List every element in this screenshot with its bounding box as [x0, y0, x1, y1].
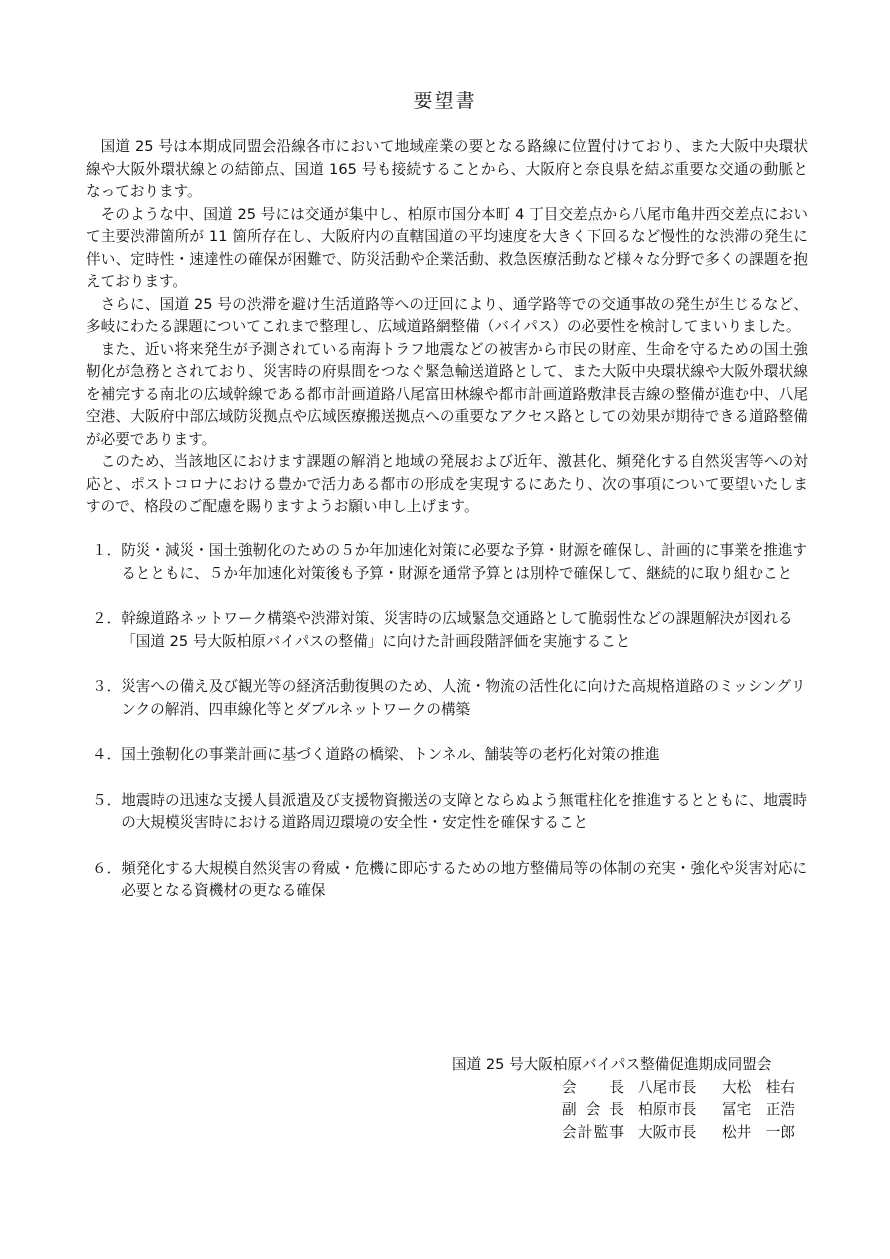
request-item — [92, 744, 810, 767]
request-number: ３． — [92, 678, 122, 695]
request-text: 防災・減災・国土強靭化のための５か年加速化対策に必要な予算・財源を確保し、計画的に事業を推進するとともに、５か年加速化対策後も予算・財源を通常予算とは別枠で確保して、継続的に取り組むこと — [121, 542, 808, 582]
request-text: 災害への備え及び観光等の経済活動復興のため、人流・物流の活性化に向けた高規格道路のミッシングリンクの解消、四車線化等とダブルネットワークの構築 — [121, 678, 806, 718]
intro-paragraph: また、近い将来発生が予測されている南海トラフ地震などの被害から市民の財産、生命を守るための国土強靭化が急務とされており、災害時の府県間をつなぐ緊急輸送道路として、また大阪中央環状線や大阪外環状線を補完する南北の広域幹線である都市計画道路八尾富田林線や都市計画道路敷津長吉線の整備が進む中、八尾空港、大阪府中部広域防災拠点や広域医療搬送拠点への重要なアクセス路としての効果が期待できる道路整備が必要であります。 — [86, 340, 808, 448]
signer-name: 大松 桂右 — [722, 1078, 795, 1096]
signer-office: 八尾市長 — [638, 1078, 697, 1096]
signer-role: 会長 — [562, 1078, 624, 1096]
request-item — [92, 790, 810, 835]
document-title: 要望書 — [413, 90, 477, 112]
request-list — [92, 540, 810, 926]
signer-office: 柏原市長 — [638, 1101, 697, 1118]
request-text: 幹線道路ネットワーク構築や渋滞対策、災害時の広域緊急交通路として脆弱性などの課題解決が図れる「国道 25 号大阪柏原バイパスの整備」に向けた計画段階評価を実施すること — [121, 610, 793, 650]
signer-name: 松井 一郎 — [722, 1123, 795, 1141]
signer-name: 冨宅 正浩 — [722, 1101, 795, 1118]
request-item — [92, 540, 810, 585]
request-number: ２． — [92, 610, 122, 627]
signature-block — [450, 1054, 810, 1144]
intro-paragraph: このため、当該地区におけます課題の解消と地域の発展および近年、激甚化、頻発化する自然災害等への対応と、ポストコロナにおける豊かで活力ある都市の形成を実現するにあたり、次の事項について要望いたしますので、格段のご配慮を賜りますようお願い申し上げます。 — [86, 453, 808, 515]
signer-office: 大阪市長 — [638, 1123, 697, 1141]
request-number: ４． — [92, 746, 122, 763]
intro-section — [86, 136, 808, 519]
signer-row — [450, 1077, 810, 1100]
intro-paragraph: 国道 25 号は本期成同盟会沿線各市において地域産業の要となる路線に位置付けており、また大阪中央環状線や大阪外環状線との結節点、国道 165 号も接続することから、大阪府と奈良県を結ぶ重要な交通の動脈となっております。 — [86, 138, 808, 200]
signer-row — [450, 1099, 810, 1122]
intro-paragraph: そのような中、国道 25 号には交通が集中し、柏原市国分本町 4 丁目交差点から八尾市亀井西交差点において主要渋滞箇所が 11 箇所存在し、大阪府内の直轄国道の平均速度を大きく下回るなど慢性的な渋滞の発生に伴い、定時性・速達性の確保が困難で、防災活動や企業活動、救急医療活動など様々な分野で多くの課題を抱えております。 — [86, 205, 808, 290]
signer-role: 会計監事 — [562, 1123, 624, 1141]
request-item — [92, 676, 810, 721]
request-number: ５． — [92, 791, 122, 809]
request-item — [92, 608, 810, 653]
request-text: 頻発化する大規模自然災害の脅威・危機に即応するための地方整備局等の体制の充実・強化や災害対応に必要となる資機材の更なる確保 — [121, 859, 808, 899]
request-text: 国土強靭化の事業計画に基づく道路の橋梁、トンネル、舗装等の老朽化対策の推進 — [121, 746, 660, 763]
request-item — [92, 858, 810, 903]
organization-name: 国道 25 号大阪柏原バイパス整備促進期成同盟会 — [452, 1056, 772, 1073]
request-text: 地震時の迅速な支援人員派遣及び支援物資搬送の支障とならぬよう無電柱化を推進するとともに、地震時の大規模災害時における道路周辺環境の安全性・安定性を確保すること — [121, 791, 808, 831]
intro-paragraph: さらに、国道 25 号の渋滞を避け生活道路等への迂回により、通学路等での交通事故の発生が生じるなど、多岐にわたる課題についてこれまで整理し、広域道路網整備（バイパス）の必要性を検討してまいりました。 — [86, 295, 808, 335]
signer-row — [450, 1122, 810, 1145]
request-number: ６． — [92, 859, 122, 877]
signer-role: 副会長 — [562, 1101, 624, 1118]
request-number: １． — [92, 542, 122, 559]
